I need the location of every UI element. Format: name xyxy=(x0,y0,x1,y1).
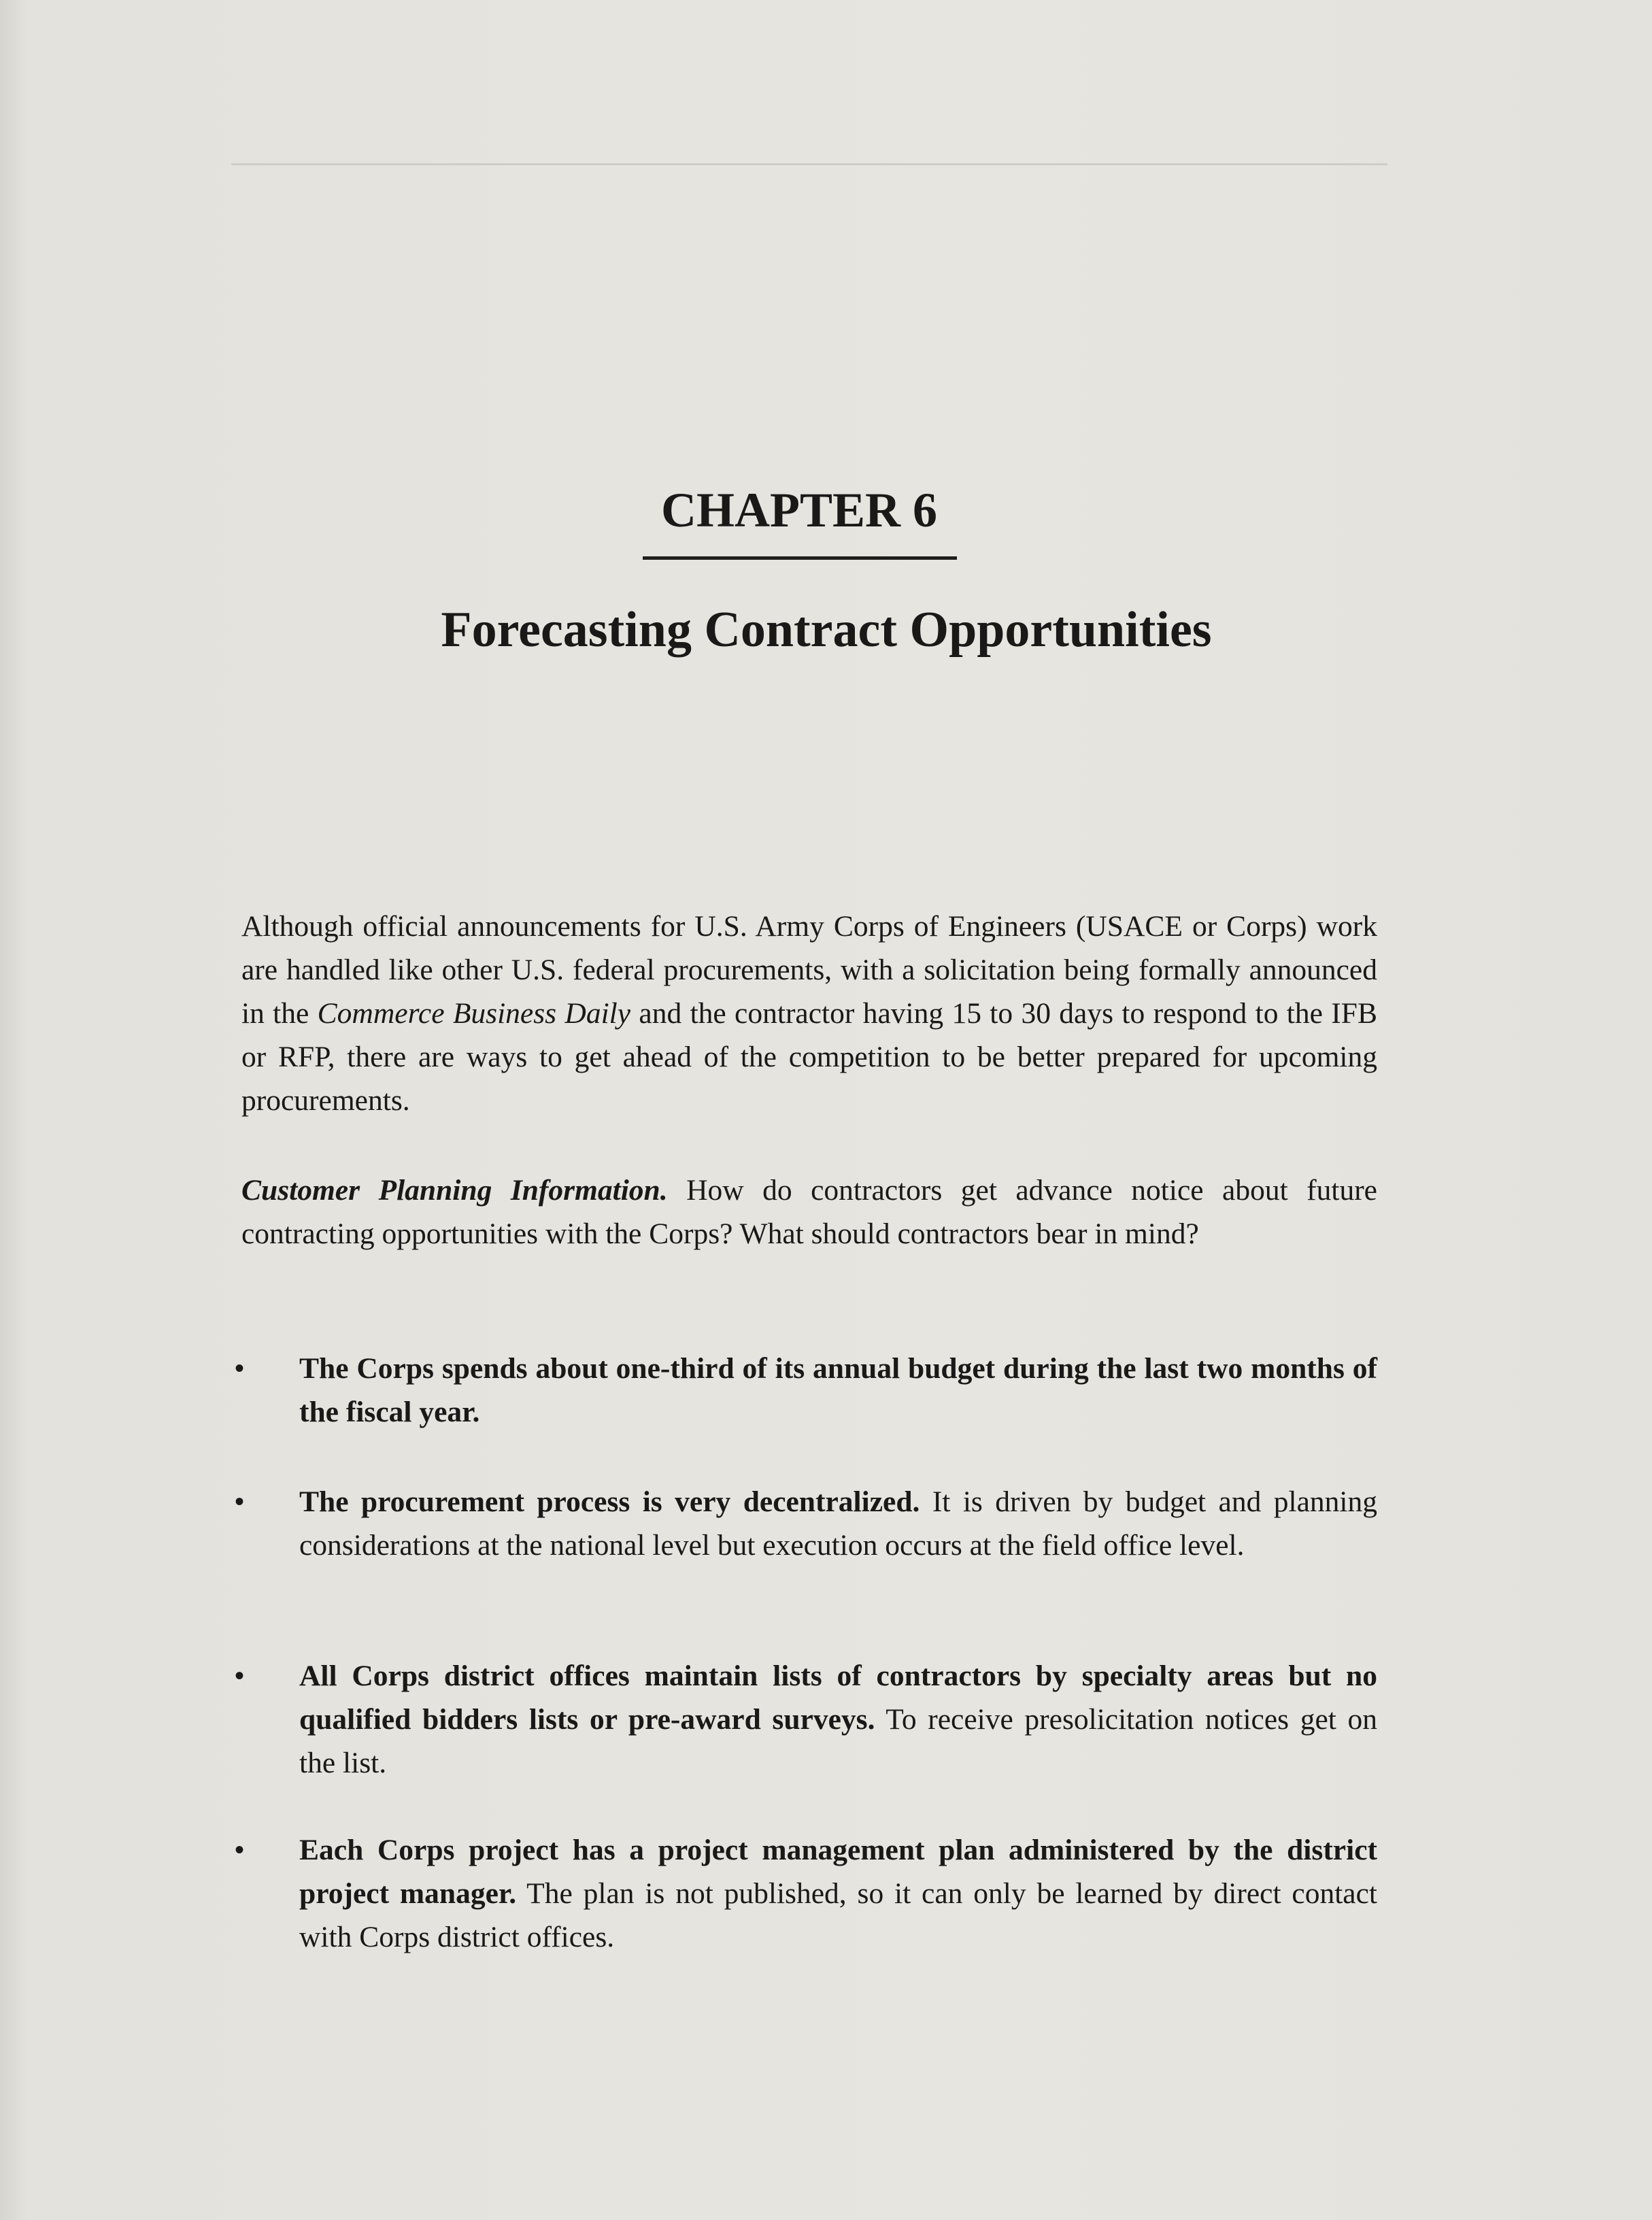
customer-planning-body: How do contractors get advance notice about future contracting opportunities with the Corps? What should contractors bear in mind? xyxy=(241,1174,1377,1250)
bullet-bold-text: Each Corps project has a project management plan administered by the district project manager. xyxy=(299,1834,1377,1910)
list-item xyxy=(299,1347,1377,1434)
chapter-label: CHAPTER 6 xyxy=(660,483,938,537)
customer-planning-paragraph xyxy=(241,1168,1377,1256)
list-item xyxy=(299,1654,1377,1785)
bleed-through-header-rule xyxy=(231,163,1387,165)
bullet-bold-text: All Corps district offices maintain lists of contractors by specialty areas but no qualified bidders lists or pre-award surveys. xyxy=(299,1660,1377,1736)
intro-paragraph xyxy=(241,905,1377,1122)
chapter-underline xyxy=(643,556,957,560)
intro-text-1: Although official announcements for U.S. Army Corps of Engineers (USACE or Corps) work are handled like other U.S. federal procurements, with a solicitation being formally announced in the xyxy=(241,910,1377,1030)
chapter-title: Forecasting Contract Opportunities xyxy=(441,602,1212,658)
bullet-marker: • xyxy=(235,1834,245,1865)
bullet-text: It is driven by budget and planning considerations at the national level but execution occurs at the field office level. xyxy=(299,1485,1377,1562)
customer-planning-heading: Customer Planning Information. xyxy=(241,1174,668,1207)
bullet-marker: • xyxy=(235,1353,245,1383)
list-item xyxy=(299,1480,1377,1567)
bullet-text: The plan is not published, so it can only be learned by direct contact with Corps district offices. xyxy=(299,1877,1377,1953)
bullet-bold-text: The procurement process is very decentralized. xyxy=(299,1485,920,1518)
list-item xyxy=(299,1828,1377,1959)
bullet-text: To receive presolicitation notices get on the list. xyxy=(299,1703,1377,1779)
bullet-marker: • xyxy=(235,1660,245,1691)
intro-text-2: and the contractor having 15 to 30 days to respond to the IFB or RFP, there are ways to get ahead of the competition to be better prepared for upcoming procurements. xyxy=(241,997,1377,1117)
bullet-marker: • xyxy=(235,1486,245,1517)
intro-publication-title: Commerce Business Daily xyxy=(317,997,631,1030)
bullet-bold-text: The Corps spends about one-third of its annual budget during the last two months of the fiscal year. xyxy=(299,1352,1377,1428)
